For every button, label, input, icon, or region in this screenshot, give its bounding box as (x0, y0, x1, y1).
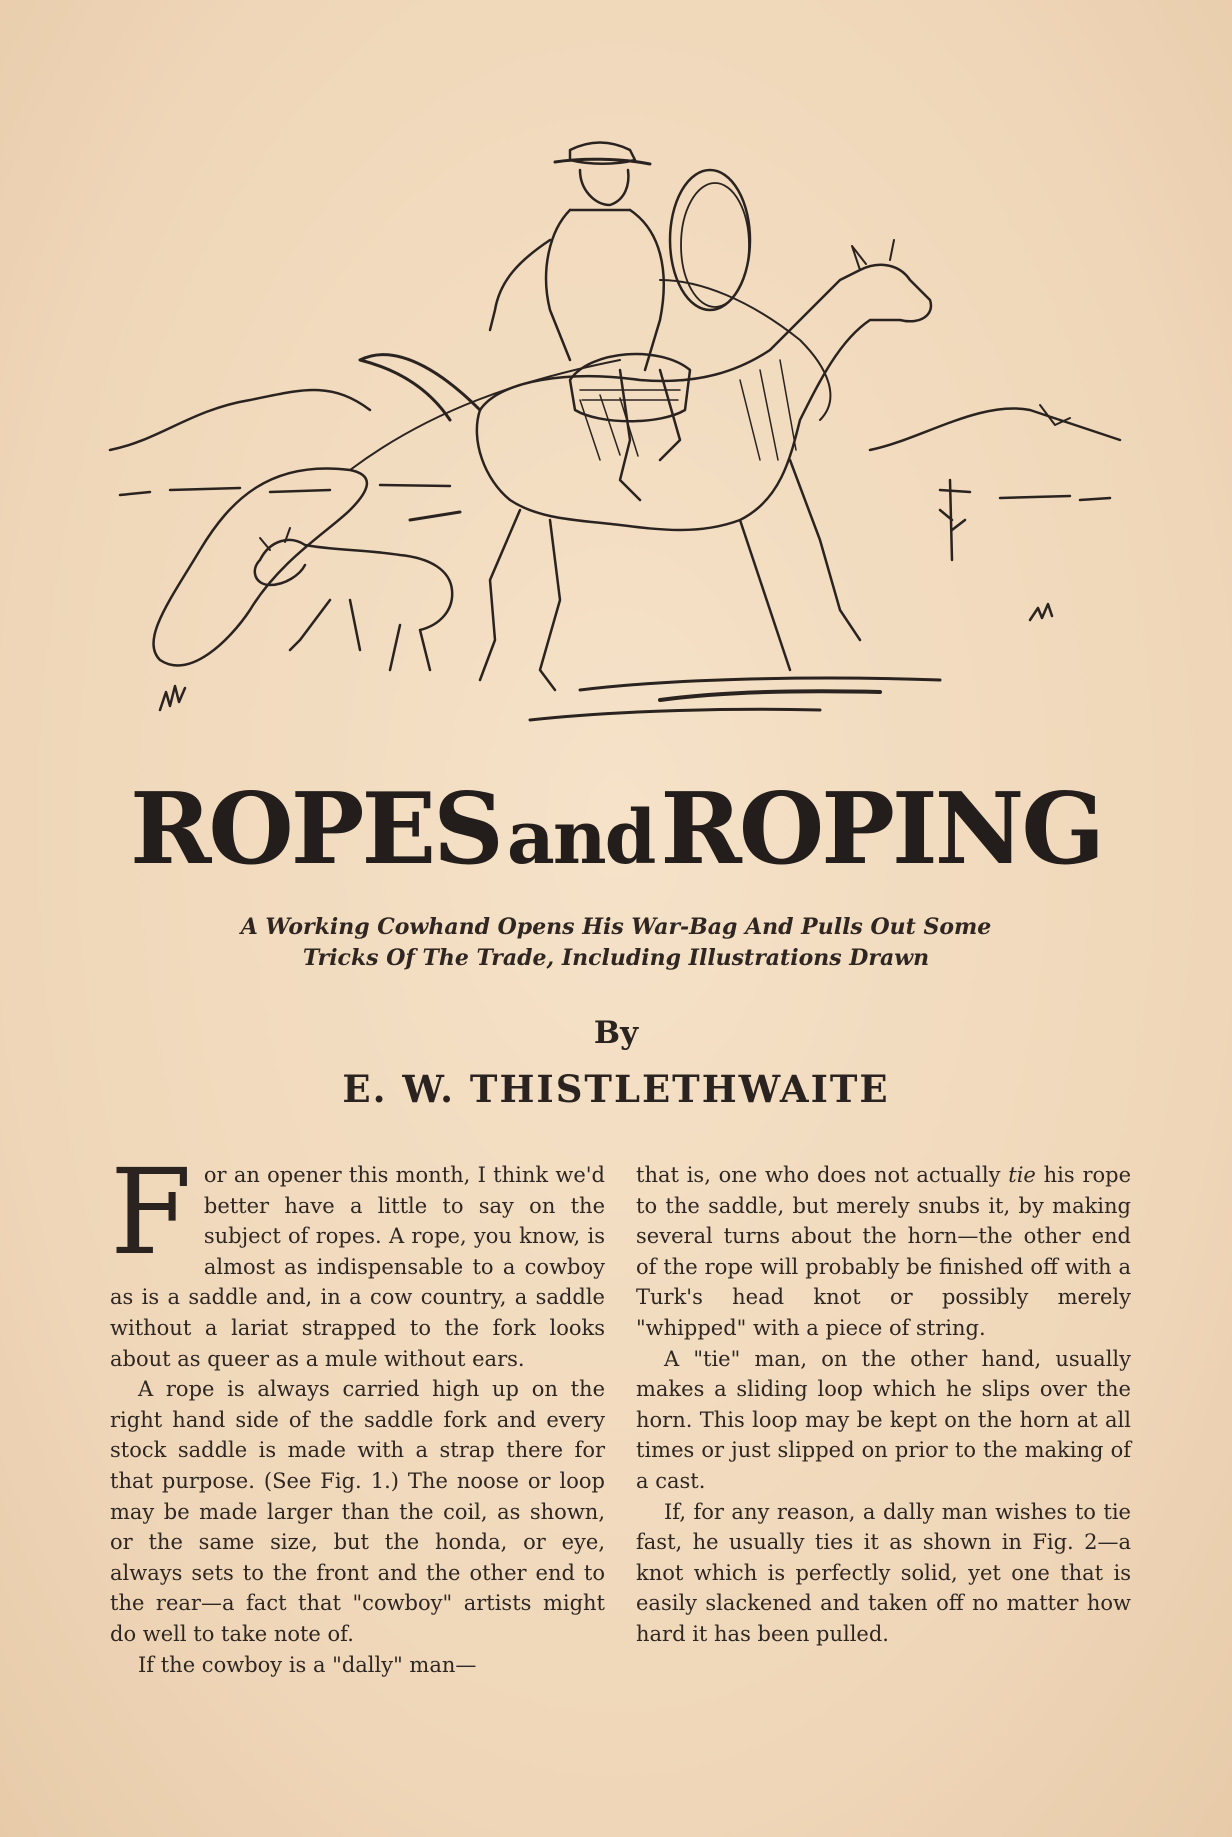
article-title: ROPESandROPING (129, 772, 1103, 887)
paragraph: A rope is always carried high up on the right hand side of the saddle fork and every stock saddle is made with a strap there for that purpose. (See Fig. 1.) The noose or loop may be made larger than the coil, as shown, or the same size, but the honda, or eye, always sets to the front and the other end to the rear—a fact that "cowboy" artists might do well to take note of. (110, 1377, 605, 1646)
byline-by: By (593, 1015, 639, 1051)
article-column-left (110, 1143, 605, 1680)
paragraph: For an opener this month, I think we'd better have a little to say on the subject of ropes. A rope, you know, is almost as indispensable to a cowboy as is a saddle and, in a cow country, a saddle without a lariat strapped to the fork looks about as queer as a mule without ears. (110, 1143, 605, 1371)
paragraph: If, for any reason, a dally man wishes to tie fast, he usually ties it as shown in Fig. 2—a knot which is perfectly solid, yet one that is easily slackened and taken off no matter how hard it has been pulled. (636, 1499, 1131, 1646)
subtitle-line-2: Tricks Of The Trade, Including Illustrations Drawn (302, 945, 930, 971)
emphasis: tie (1008, 1163, 1036, 1187)
paragraph: If the cowboy is a "dally" man— (138, 1652, 477, 1677)
cowboy-roping-illustration (100, 80, 1130, 760)
article-column-right (636, 1160, 1131, 1650)
drop-cap: F (110, 1143, 192, 1281)
author-name: E. W. THISTLETHWAITE (342, 1067, 890, 1111)
article-subtitle (0, 912, 1232, 974)
paragraph: that is, one who does not actually tie his rope to the saddle, but merely snubs it, by making several turns about the horn—the other end of the rope will probably be finished off with a Turk's head knot or possibly merely "whipped" with a piece of string. (636, 1163, 1131, 1340)
subtitle-line-1: A Working Cowhand Opens His War-Bag And Pulls Out Some (240, 914, 992, 940)
paragraph: A "tie" man, on the other hand, usually makes a sliding loop which he slips over the horn. This loop may be kept on the horn at all times or just slipped on prior to the making of a cast. (636, 1346, 1131, 1493)
